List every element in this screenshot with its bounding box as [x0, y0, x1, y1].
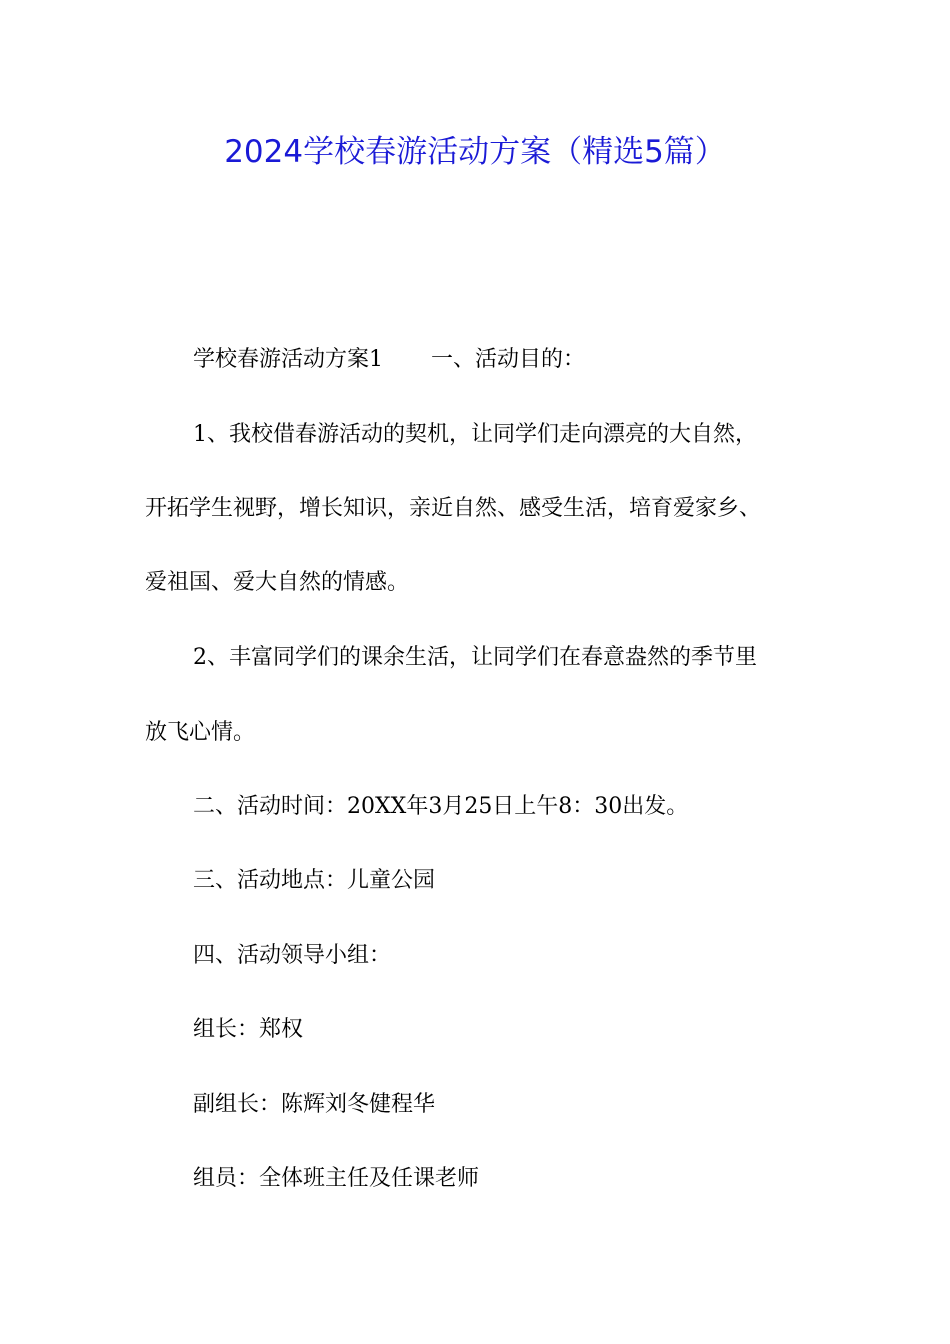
paragraph-line: 1、我校借春游活动的契机，让同学们走向漂亮的大自然， — [193, 422, 757, 447]
paragraph-line: 放飞心情。 — [145, 720, 256, 745]
document-title: 2024学校春游活动方案（精选5篇） — [224, 134, 726, 170]
paragraph-line: 开拓学生视野，增长知识，亲近自然、感受生活，培育爱家乡、 — [145, 496, 762, 521]
paragraph-line: 四、活动领导小组： — [193, 943, 392, 968]
paragraph-line: 三、活动地点：儿童公园 — [193, 868, 436, 893]
paragraph-line: 副组长：陈辉刘冬健程华 — [193, 1092, 436, 1117]
section-heading: 学校春游活动方案1 — [193, 347, 383, 372]
paragraph-line: 2、丰富同学们的课余生活，让同学们在春意盎然的季节里 — [193, 645, 757, 670]
paragraph-line-heading — [193, 342, 585, 378]
paragraph-line: 组长：郑权 — [193, 1017, 304, 1042]
subsection-heading: 一、活动目的： — [431, 347, 586, 372]
paragraph-line: 二、活动时间：20XX年3月25日上午8：30出发。 — [193, 794, 689, 819]
paragraph-line: 爱祖国、爱大自然的情感。 — [145, 570, 410, 595]
paragraph-line: 组员：全体班主任及任课老师 — [193, 1166, 480, 1191]
